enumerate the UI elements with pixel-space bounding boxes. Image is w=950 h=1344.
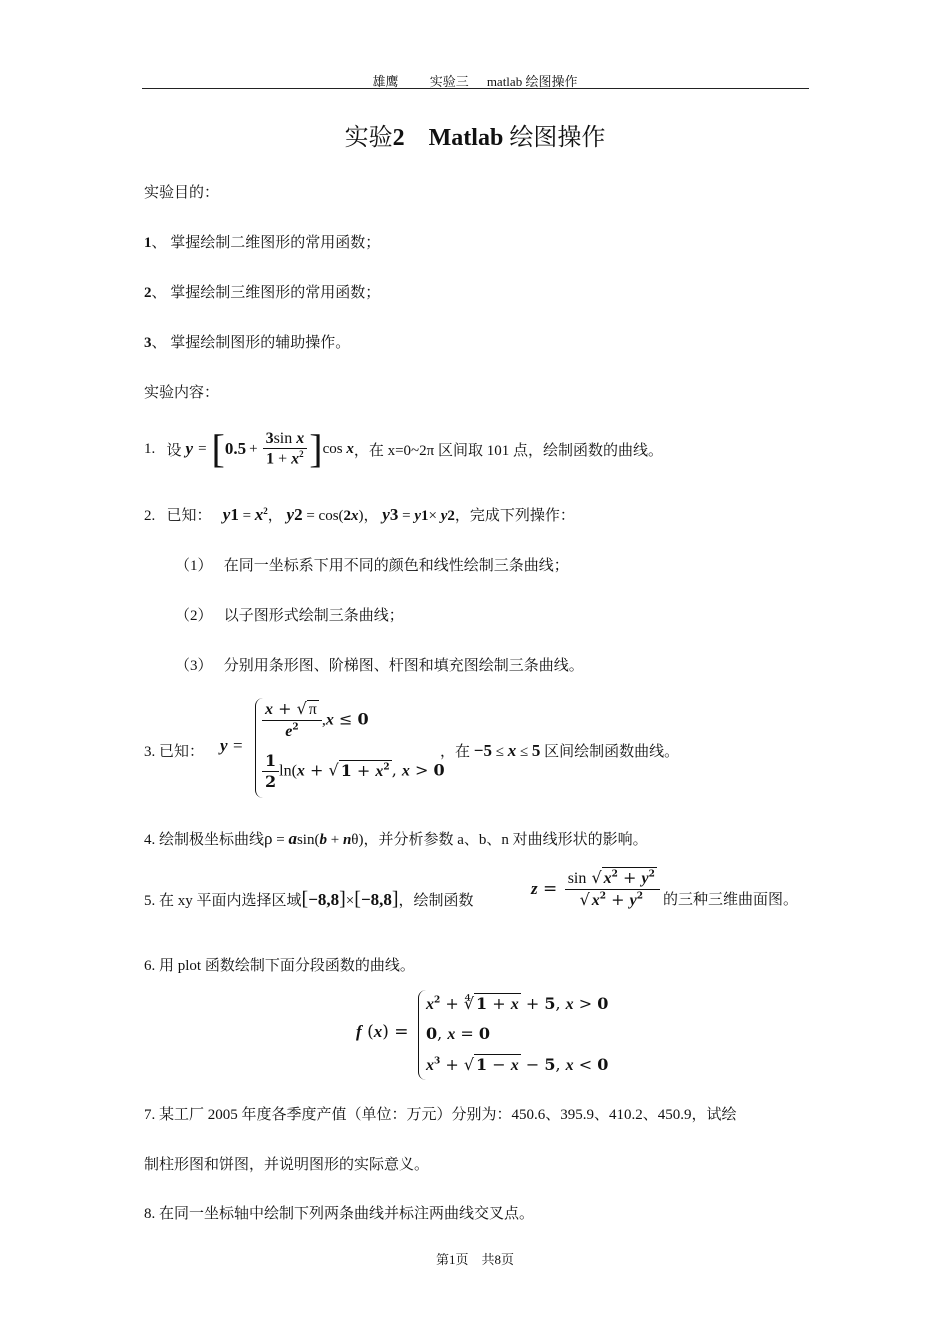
q3-case-2: $\frac{1}{2}$ ln(x + √ $1 + x^2$ , x > 0 bbox=[262, 752, 445, 790]
q6-case-1: $x^2$ + ∜ 1 + x + 5, x > 0 bbox=[426, 994, 609, 1013]
q3-case-1: $\frac{x + √ \pi}{e^2}$ ,x ≤ 0 bbox=[262, 700, 369, 740]
page-footer: 第1页 共8页 bbox=[435, 1252, 514, 1267]
purpose-item-1: 1、 掌握绘制二维图形的常用函数； bbox=[144, 235, 381, 251]
q1-formula: y = [ 0.5 + $\frac{\text{3sin x}}{1 + x^2}$ ] cos x bbox=[185, 426, 354, 471]
question-7-line-1: 7. 某工厂 2005 年度各季度产值（单位：万元）分别为：450.6、395.9、410.2、450.9，试绘 bbox=[144, 1107, 737, 1123]
q5-tail: 的三种三维曲面图。 bbox=[663, 892, 799, 908]
question-7-line-2: 制柱形图和饼图，并说明图形的实际意义。 bbox=[144, 1157, 430, 1173]
question-4: 4. 绘制极坐标曲线ρ = asin(b + nθ)，并分析参数 a、b、n 对曲线形状的影响。 bbox=[144, 829, 648, 848]
header-rule bbox=[142, 88, 809, 89]
question-5: 5. 在 xy 平面内选择区域[−8,8]×[−8,8]，绘制函数 bbox=[144, 888, 474, 910]
q3-y-eq: y = bbox=[220, 736, 243, 755]
question-6: 6. 用 plot 函数绘制下面分段函数的曲线。 bbox=[144, 958, 415, 974]
q3-range: ，在 −5 ≤ x ≤ 5 区间绘制函数曲线。 bbox=[440, 741, 680, 760]
question-8: 8. 在同一坐标轴中绘制下列两条曲线并标注两曲线交叉点。 bbox=[144, 1206, 535, 1222]
q6-case-3: $x^3$ + √ 1 − x − 5, x < 0 bbox=[426, 1055, 609, 1074]
q2-sub-2: （2） 以子图形式绘制三条曲线； bbox=[175, 608, 404, 624]
header-course: 实验三 bbox=[429, 74, 469, 89]
question-3: 3. 已知： bbox=[144, 744, 205, 760]
purpose-item-2: 2、 掌握绘制三维图形的常用函数； bbox=[144, 285, 381, 301]
q6-fx: f (x) = bbox=[356, 1022, 409, 1042]
title-name-en: Matlab bbox=[428, 125, 504, 151]
page-title bbox=[0, 117, 950, 152]
purpose-item-3: 3、 掌握绘制图形的辅助操作。 bbox=[144, 335, 351, 351]
question-1: 1. 设 y = [ 0.5 + $\frac{\text{3sin x}}{1 + x^2}$ ] cos x ，在 x=0~2π 区间取 101 点，绘制函数的曲线。 bbox=[144, 426, 663, 471]
question-2: 2. 已知： $y1 = x^2$， y2 = cos(2x)， y3 = y1× y2，完成下列操作： bbox=[144, 505, 575, 524]
content-heading: 实验内容： bbox=[144, 385, 220, 401]
header-author: 雄鹰 bbox=[372, 74, 399, 89]
title-prefix: 实验 bbox=[344, 125, 393, 151]
q2-sub-3: （3） 分别用条形图、阶梯图、杆图和填充图绘制三条曲线。 bbox=[175, 658, 584, 674]
header-topic: matlab 绘图操作 bbox=[486, 74, 578, 89]
title-name-cn: 绘图操作 bbox=[509, 125, 606, 151]
q5-formula: z = $\frac{\sin √ x^2 + y^2}{√ x^2 + y^2}$ bbox=[531, 869, 662, 909]
purpose-heading: 实验目的： bbox=[144, 185, 220, 201]
title-number: 2 bbox=[392, 125, 405, 151]
q6-case-2: 0, x = 0 bbox=[426, 1024, 491, 1043]
q2-sub-1: （1） 在同一坐标系下用不同的颜色和线性绘制三条曲线； bbox=[175, 558, 569, 574]
